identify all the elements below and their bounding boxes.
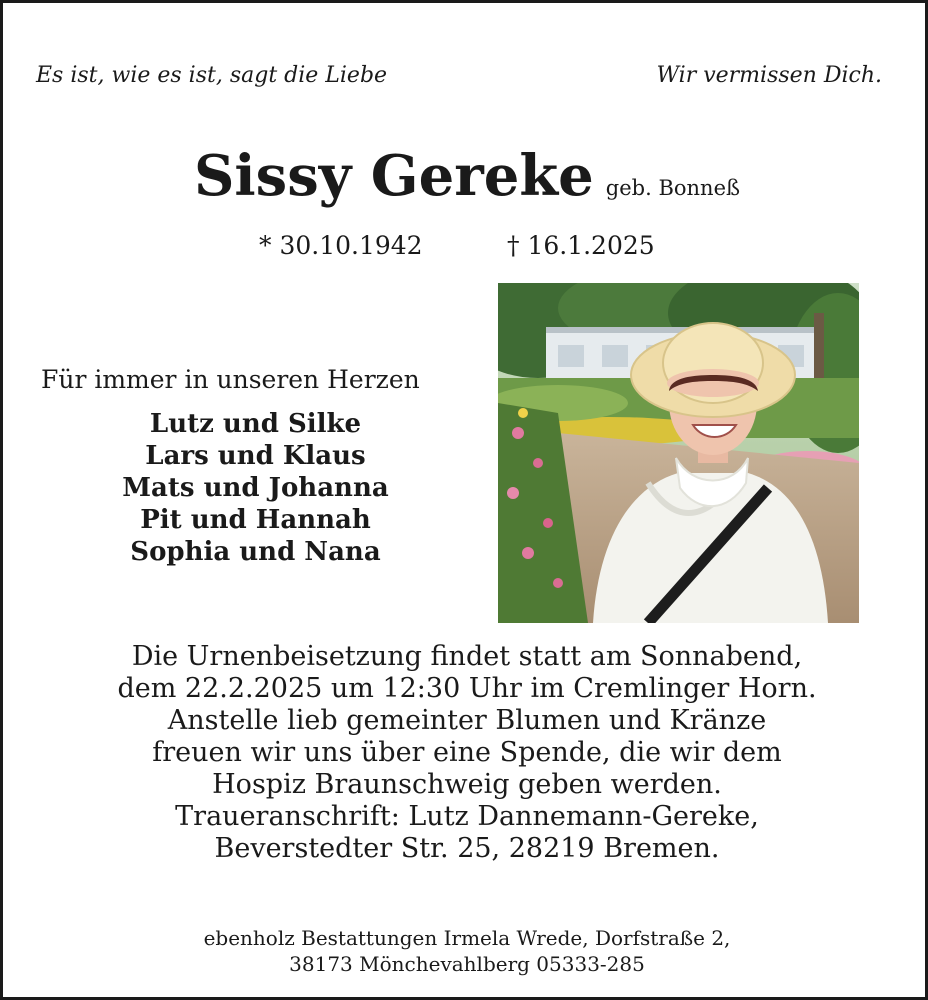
funeral-notice (3, 641, 928, 865)
life-dates (3, 231, 928, 265)
death-date: † 16.1.2025 (507, 231, 655, 260)
motto-right: Wir vermissen Dich. (656, 63, 882, 88)
mourner-line: Sophia und Nana (130, 537, 381, 567)
mourner-line: Pit und Hannah (140, 505, 371, 535)
motto-left: Es ist, wie es ist, sagt die Liebe (36, 63, 388, 88)
mourners-list (63, 408, 448, 568)
notice-line: Beverstedter Str. 25, 28219 Bremen. (214, 833, 720, 864)
notice-line: freuen wir uns über eine Spende, die wir dem (152, 737, 782, 768)
name-block (3, 143, 928, 209)
footer-line: 38173 Mönchevahlberg 05333-285 (289, 952, 645, 976)
notice-line: Traueranschrift: Lutz Dannemann-Gereke, (175, 801, 759, 832)
footer-line: ebenholz Bestattungen Irmela Wrede, Dorfstraße 2, (203, 926, 731, 950)
mourner-line: Lars und Klaus (145, 441, 366, 471)
birth-date: * 30.10.1942 (259, 231, 423, 260)
mourners-heading: Für immer in unseren Herzen (41, 365, 420, 394)
portrait-photo (498, 283, 859, 623)
undertaker-footer (3, 925, 928, 977)
notice-line: Hospiz Braunschweig geben werden. (212, 769, 722, 800)
mourner-line: Lutz und Silke (149, 409, 362, 439)
notice-line: Anstelle lieb gemeinter Blumen und Kränze (167, 705, 767, 736)
mourner-line: Mats und Johanna (122, 473, 389, 503)
notice-line: Die Urnenbeisetzung findet statt am Sonnabend, (131, 641, 803, 672)
maiden-name: geb. Bonneß (605, 176, 741, 200)
deceased-name: Sissy Gereke (193, 143, 594, 209)
notice-line: dem 22.2.2025 um 12:30 Uhr im Cremlinger Horn. (117, 673, 817, 704)
